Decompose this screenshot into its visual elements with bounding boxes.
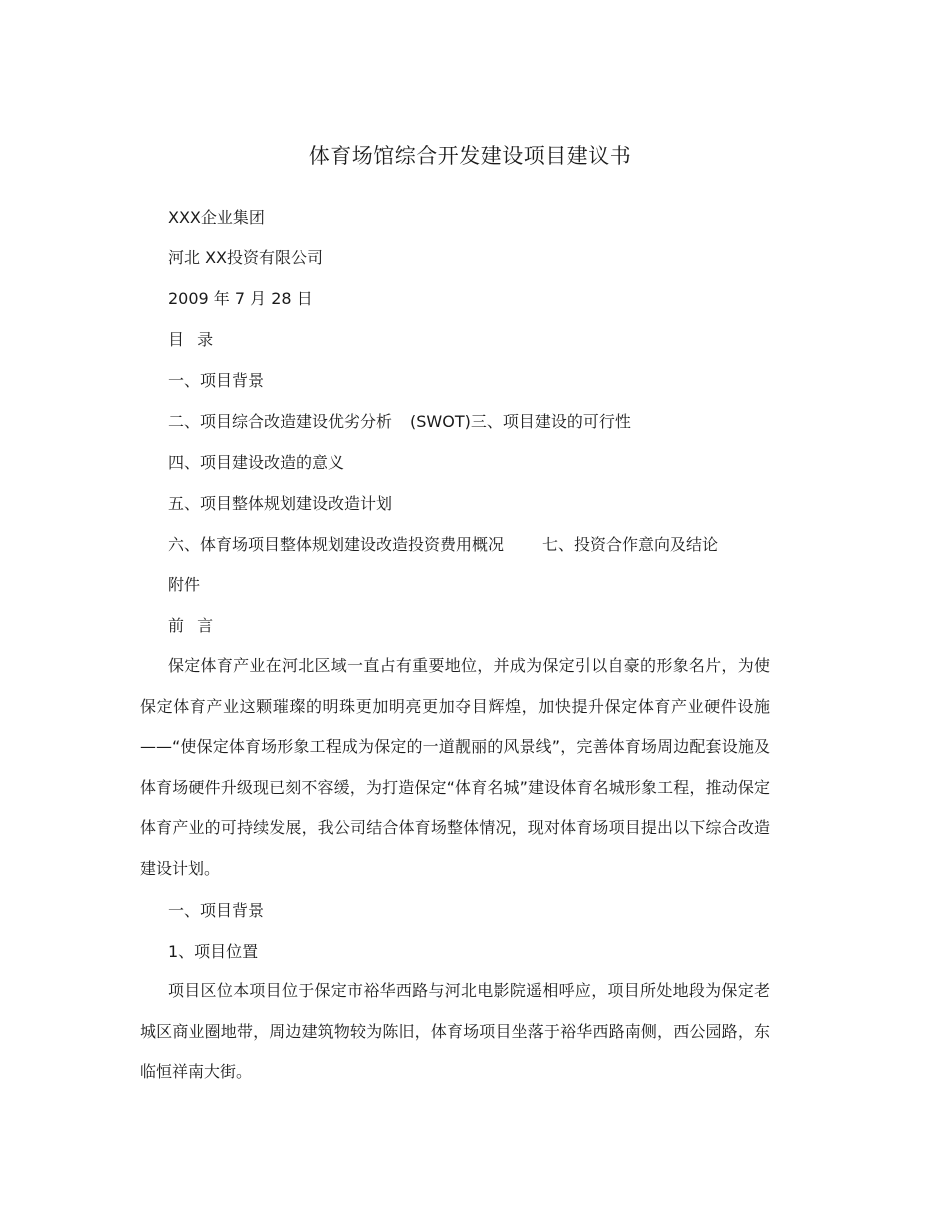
toc-row-6 <box>168 533 718 557</box>
preface-heading: 前 言 <box>168 616 218 635</box>
toc-item-3: (SWOT)三、项目建设的可行性 <box>410 412 631 431</box>
toc-item-6: 六、体育场项目整体规划建设改造投资费用概况 <box>168 535 505 554</box>
document-title: 体育场馆综合开发建设项目建议书 <box>308 144 632 168</box>
toc-item-1: 一、项目背景 <box>168 371 265 390</box>
toc-item-2: 二、项目综合改造建设优劣分析 <box>168 412 393 431</box>
org-name-1: XXX企业集团 <box>168 208 265 227</box>
org-name-2: 河北 XX投资有限公司 <box>168 248 324 267</box>
toc-row-2 <box>168 410 631 434</box>
section-1-heading: 一、项目背景 <box>168 901 265 920</box>
project-location-paragraph: 项目区位本项目位于保定市裕华西路与河北电影院遥相呼应，项目所处地段为保定老城区商业圈地带，周边建筑物较为陈旧，体育场项目坐落于裕华西路南侧，西公园路，东临恒祥南大街。 <box>140 981 770 1082</box>
toc-item-7: 七、投资合作意向及结论 <box>542 535 719 554</box>
subsection-1-heading: 1、项目位置 <box>168 942 259 961</box>
toc-item-appendix: 附件 <box>168 575 201 594</box>
toc-item-5: 五、项目整体规划建设改造计划 <box>168 494 393 513</box>
document-date: 2009 年 7 月 28 日 <box>168 289 313 308</box>
toc-item-4: 四、项目建设改造的意义 <box>168 453 345 472</box>
preface-paragraph: 保定体育产业在河北区域一直占有重要地位，并成为保定引以自豪的形象名片，为使保定体育产业这颗璀璨的明珠更加明亮更加夺目辉煌，加快提升保定体育产业硬件设施——“使保定体育场形象工程成为保定的一道靓丽的风景线”，完善体育场周边配套设施及体育场硬件升级现已刻不容缓，为打造保定“体育名城”建设体育名城形象工程，推动保定体育产业的可持续发展，我公司结合体育场整体情况，现对体育场项目提出以下综合改造建设计划。 <box>140 656 770 878</box>
toc-heading: 目 录 <box>168 330 218 349</box>
